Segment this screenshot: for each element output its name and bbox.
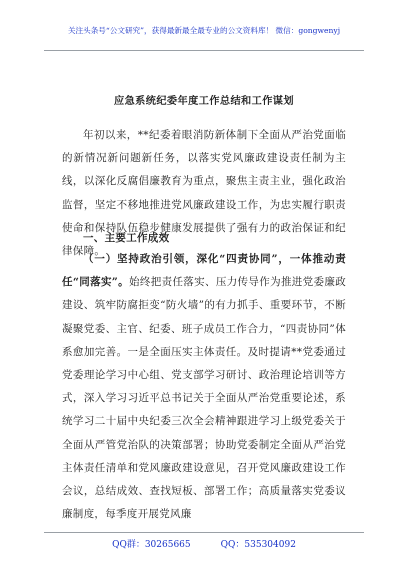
header-divider (44, 50, 364, 51)
footer-qq: QQ：535304092 (220, 540, 296, 550)
subsection-paragraph (62, 248, 346, 526)
document-title: 应急系统纪委年度工作总结和工作谋划 (114, 95, 294, 107)
intro-text: 年初以来，**纪委着眼消防新体制下全面从严治党面临的新情况新问题新任务，以落实党风廉政建设责任制为主线，以深化反腐倡廉教育为重点，聚焦主责主业，强化政治监督，坚定不移地推进党风廉政建设工作，为忠实履行职责使命和保持队伍稳步健康发展提供了强有力的政治保证和纪律保障。 (62, 129, 346, 258)
header-notice (40, 26, 368, 36)
header-notice-text: 关注头条号“公文研究”，获得最新最全最专业的公文资料库！ 微信：gongwenyj (67, 26, 341, 35)
subsection-lead: （一）坚持政治引领，深化“四责协同”，一体推动责任“同落实”。 (62, 253, 346, 289)
footer-contact (44, 537, 364, 550)
subsection-body: 始终把责任落实、压力传导作为推进党委廉政建设、筑牢防腐拒变“防火墙”的有力抓手、重要环节，不断凝聚党委、主官、纪委、班子成员工作合力，“四责协同”体系愈加完善。一是全面压实主体责任。及时提请**党委通过党委理论学习中心组、党支部学习研讨、政治理论培训等方式，深入学习习近平总书记关于全面从严治党重要论述，系统学习二十届中央纪委三次全会精神跟进学习上级党委关于全面从严管党治队的决策部署；协助党委制定全面从严治党主体责任清单和党风廉政建设意见，召开党风廉政建设工作会议，总结成效、查找短板、部署工作；高质量落实党委议廉制度，每季度开展党风廉 (62, 276, 347, 521)
footer-qq-group: QQ群：30265665 (112, 540, 191, 550)
footer-divider (44, 532, 364, 533)
section-heading: 一、主要工作成效 (83, 232, 170, 244)
